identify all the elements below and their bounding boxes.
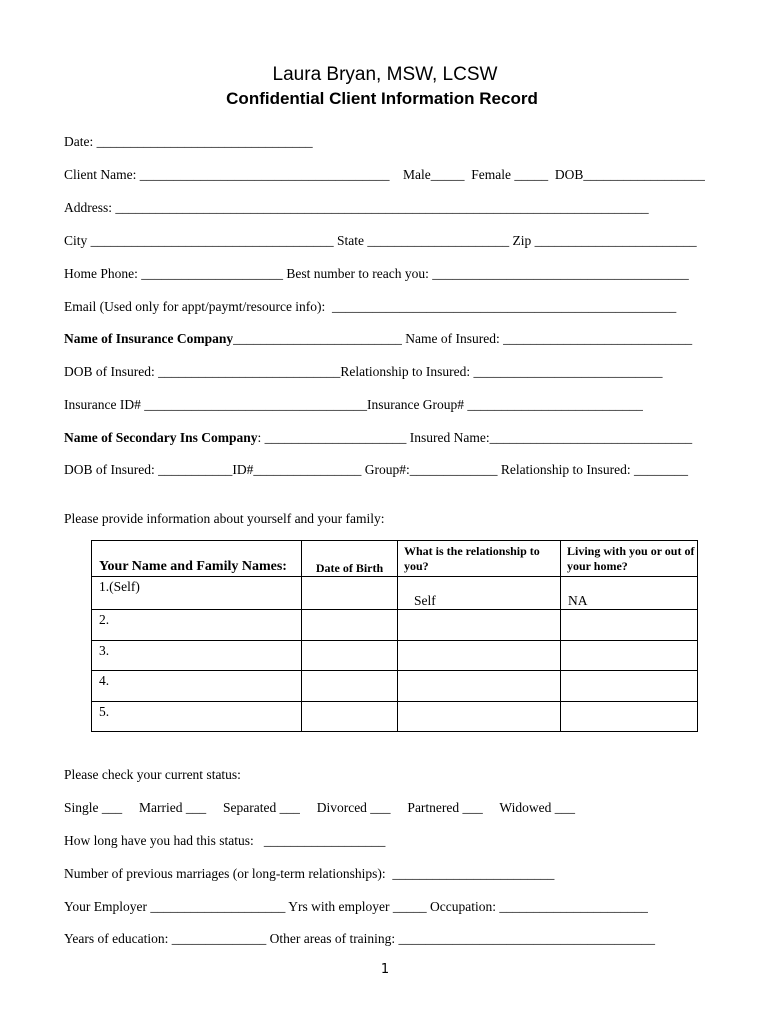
table-row [92,702,698,732]
status-prompt: Please check your current status: [64,767,241,782]
table-row [92,641,698,671]
family-table [91,540,698,732]
row-label: 1.(Self) [92,577,302,610]
phone-field[interactable]: Home Phone: _____________________ Best number to reach you: ______________________________________ [64,266,689,281]
insurance-id-field[interactable]: Insurance ID# _________________________________Insurance Group# __________________________ [64,397,643,412]
header-name: Your Name and Family Names: [92,541,302,577]
previous-marriages-field[interactable]: Number of previous marriages (or long-term relationships): ________________________ [64,866,555,881]
relationship-cell[interactable] [398,702,561,732]
status-options[interactable]: Single ___ Married ___ Separated ___ Divorced ___ Partnered ___ Widowed ___ [64,800,575,815]
city-state-zip-field[interactable]: City ____________________________________ State _____________________ Zip ________________________ [64,233,697,248]
address-field[interactable]: Address: _______________________________________________________________________________ [64,200,649,215]
dob-cell[interactable] [302,577,398,610]
row-label: 5. [92,702,302,732]
row-label: 4. [92,671,302,702]
relationship-cell[interactable]: Self [398,577,561,610]
dob-cell[interactable] [302,641,398,671]
insurance-company-blanks: _________________________ Name of Insured: ____________________________ [233,331,693,346]
client-name-field[interactable]: Client Name: _____________________________________ Male_____ Female _____ DOB__________________ [64,167,705,182]
insurance-company-label: Name of Insurance Company [64,331,234,346]
employer-field[interactable]: Your Employer ____________________ Yrs with employer _____ Occupation: ______________________ [64,899,648,914]
date-field[interactable]: Date: ________________________________ [64,134,313,149]
table-row [92,610,698,641]
relationship-cell[interactable] [398,610,561,641]
living-cell[interactable] [561,641,698,671]
secondary-insurance-label: Name of Secondary Ins Company [64,430,258,445]
living-cell[interactable] [561,671,698,702]
dob-cell[interactable] [302,610,398,641]
secondary-insurance-blanks: : _____________________ Insured Name:______________________________ [257,430,693,445]
living-cell[interactable]: NA [561,577,698,610]
page-number: 1 [380,962,390,977]
dob-insured-2-field[interactable]: DOB of Insured: ___________ID#________________ Group#:_____________ Relationship to Insured: ________ [64,462,688,477]
dob-cell[interactable] [302,671,398,702]
secondary-insurance-field[interactable] [64,430,692,446]
row-label: 2. [92,610,302,641]
email-field[interactable]: Email (Used only for appt/paymt/resource info): ___________________________________________________ [64,299,677,314]
form-title: Confidential Client Information Record [226,89,538,108]
education-field[interactable]: Years of education: ______________ Other areas of training: ______________________________________ [64,931,656,946]
header-dob: Date of Birth [302,541,398,577]
practitioner-name: Laura Bryan, MSW, LCSW [272,64,498,85]
status-duration-field[interactable]: How long have you had this status: __________________ [64,833,386,848]
relationship-cell[interactable] [398,641,561,671]
dob-cell[interactable] [302,702,398,732]
insurance-company-field[interactable] [64,331,692,347]
table-header-row [92,541,698,577]
row-label: 3. [92,641,302,671]
dob-insured-field[interactable]: DOB of Insured: ___________________________Relationship to Insured: ____________________________ [64,364,663,379]
relationship-cell[interactable] [398,671,561,702]
table-row [92,671,698,702]
table-row [92,577,698,610]
living-cell[interactable] [561,702,698,732]
family-prompt: Please provide information about yourself and your family: [64,511,385,526]
living-cell[interactable] [561,610,698,641]
header-living: Living with you or out of your home? [561,541,698,577]
header-relationship: What is the relationship to you? [398,541,561,577]
